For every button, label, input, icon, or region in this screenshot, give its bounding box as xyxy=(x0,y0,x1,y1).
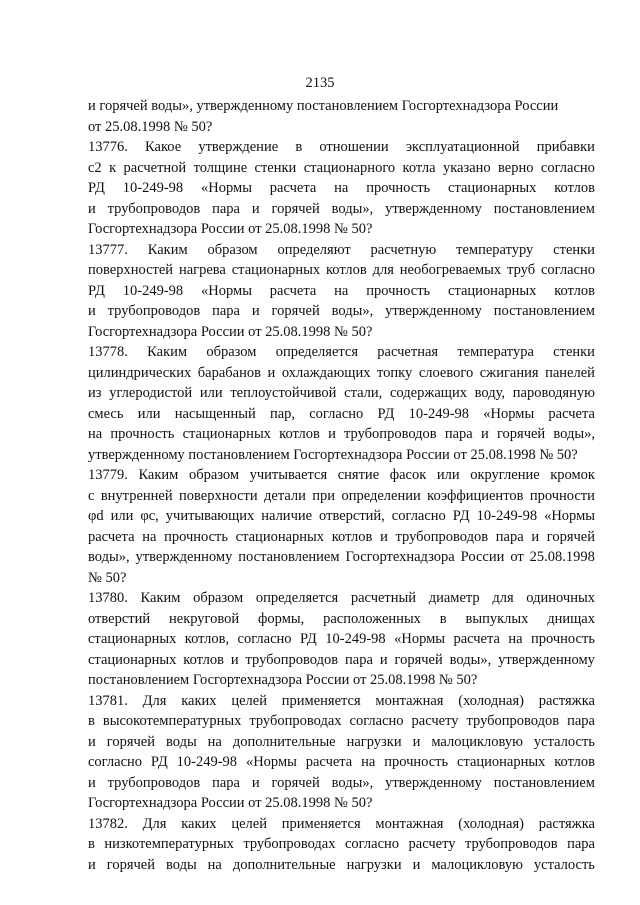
word: 13778. xyxy=(88,344,128,360)
word: трубопроводах xyxy=(243,836,336,852)
word: расчету xyxy=(411,713,459,729)
text-line xyxy=(88,301,595,322)
word: на xyxy=(207,733,222,750)
word: и xyxy=(328,426,336,442)
text-line: Госгортехнадзора России от 25.08.1998 № 50? xyxy=(88,221,373,237)
word: нагрузки xyxy=(346,733,402,750)
text-line xyxy=(88,773,595,794)
word: пара xyxy=(345,651,373,668)
text-line xyxy=(88,342,595,363)
text-line: утвержденному постановлением Госгортехнадзора России от 25.08.1998 № 50? xyxy=(88,446,578,463)
text-line xyxy=(88,199,595,220)
word: расчетный xyxy=(350,590,417,606)
word: нагрева xyxy=(178,262,226,278)
word: и xyxy=(88,856,96,873)
word: отверстий xyxy=(88,610,151,627)
word: целей xyxy=(231,815,267,832)
word: стационарных xyxy=(235,528,325,545)
word: или xyxy=(199,385,223,401)
word: «Нормы xyxy=(201,180,252,196)
word: охлаждающих xyxy=(281,364,371,381)
word: пар, xyxy=(269,405,296,422)
word: верно xyxy=(498,159,534,176)
word: котлов xyxy=(554,754,595,770)
text-line xyxy=(88,609,595,630)
text-line xyxy=(88,629,595,650)
word: 10-249-98 xyxy=(122,180,184,196)
text-line xyxy=(88,834,595,855)
word: стационарных xyxy=(88,651,177,668)
word: и xyxy=(88,200,96,217)
word: стационарных xyxy=(88,631,177,647)
word: целей xyxy=(231,692,267,709)
word: РД xyxy=(150,754,168,770)
text-line: Госгортехнадзора России от 25.08.1998 № 50? xyxy=(88,323,373,340)
word: из xyxy=(88,385,102,401)
word: расчета xyxy=(269,180,317,196)
word: внутренней xyxy=(100,487,173,504)
word: усталость xyxy=(533,733,595,750)
word: образом xyxy=(206,344,257,360)
word: котлов xyxy=(326,262,367,278)
word: и xyxy=(412,856,421,873)
word: слоевого xyxy=(418,364,474,381)
word: 13779. xyxy=(88,467,128,483)
word: в xyxy=(295,139,303,155)
word: воды», xyxy=(449,651,492,668)
word: расчета xyxy=(88,528,135,545)
text-line xyxy=(88,691,595,712)
word: котла xyxy=(402,159,436,176)
text-line xyxy=(88,650,595,671)
word: прочность xyxy=(366,180,431,196)
word: растяжка xyxy=(538,692,595,709)
word: согласно xyxy=(309,405,364,422)
word: высокотемпературных xyxy=(102,713,242,729)
word: воды xyxy=(165,856,197,873)
word: 13777. xyxy=(88,241,128,258)
word: учитывающих xyxy=(165,508,255,524)
word: горячей xyxy=(271,774,320,791)
word: труб xyxy=(507,262,536,278)
word: в xyxy=(88,836,95,852)
word: стационарных xyxy=(448,282,537,299)
word: температура xyxy=(457,344,534,360)
word: указано xyxy=(442,159,491,176)
word: при xyxy=(312,487,336,504)
word: образом xyxy=(193,590,244,606)
word: округление xyxy=(470,467,540,483)
word: прочность xyxy=(366,282,431,299)
word: расчета xyxy=(453,631,500,647)
word: и xyxy=(379,651,388,668)
word: РД xyxy=(299,631,317,647)
word: определяется xyxy=(275,344,359,360)
word: усталость xyxy=(533,856,595,873)
word: 10-249-98 xyxy=(476,508,538,524)
word: толщине xyxy=(193,159,248,176)
word: поверхностей xyxy=(88,262,174,278)
text-line xyxy=(88,814,595,835)
word: углеродистой xyxy=(109,385,193,401)
word: в xyxy=(439,610,447,627)
word: котлов, xyxy=(184,631,230,647)
word: пара xyxy=(567,836,595,852)
text-line xyxy=(88,732,595,753)
word: воды», xyxy=(331,303,374,319)
word: и xyxy=(251,774,260,791)
word: пара xyxy=(212,200,240,217)
word: коэффициентов xyxy=(427,487,524,504)
word: каких xyxy=(181,815,217,832)
word: на xyxy=(508,631,523,647)
word: и xyxy=(251,200,260,217)
word: 13780. xyxy=(88,590,128,606)
word: трубопроводов xyxy=(464,836,558,852)
text-line xyxy=(88,855,595,876)
word: Каким xyxy=(140,590,181,606)
word: пароводяную xyxy=(512,385,595,401)
word: горячей xyxy=(271,303,320,319)
word: «Нормы xyxy=(245,754,297,770)
word: трубопроводов xyxy=(466,713,560,729)
text-line: Госгортехнадзора России от 25.08.1998 № 50? xyxy=(88,795,373,811)
word: 13776. xyxy=(88,139,128,155)
word: трубопроводов xyxy=(107,303,201,319)
word: стационарного xyxy=(303,159,396,176)
word: котлов xyxy=(183,651,224,668)
word: трубопроводов xyxy=(344,426,437,442)
word: 10-249-98 xyxy=(176,754,238,770)
word: прочность xyxy=(384,754,449,770)
word: в xyxy=(88,713,95,729)
word: трубопроводов xyxy=(107,200,201,217)
word: к xyxy=(109,159,117,176)
word: постановлением xyxy=(238,549,340,565)
text-line xyxy=(88,137,595,158)
word: применяется xyxy=(281,815,361,832)
word: содержащих xyxy=(390,385,467,401)
word: монтажная xyxy=(375,815,444,832)
word: РД xyxy=(88,180,105,196)
word: стали, xyxy=(344,385,383,401)
word: стационарных xyxy=(182,426,271,442)
word: РД xyxy=(377,405,395,422)
word: и xyxy=(267,364,276,381)
word: горячей xyxy=(106,733,155,750)
word: 10-249-98 xyxy=(325,631,386,647)
word: выпуклых xyxy=(465,610,529,627)
word: и xyxy=(480,426,489,442)
word: образом xyxy=(188,467,240,483)
word: и xyxy=(88,303,96,319)
word: некруговой xyxy=(169,610,240,627)
word: Для xyxy=(142,815,167,832)
word: прибавки xyxy=(536,139,595,155)
word: цилиндрических xyxy=(88,364,192,381)
word: определяется xyxy=(255,590,339,606)
word: определении xyxy=(341,487,421,504)
word: прочности xyxy=(529,487,595,504)
word: 25.08.1998 xyxy=(529,549,595,565)
word: кромок xyxy=(550,467,595,483)
word: с2 xyxy=(88,159,102,176)
text-line xyxy=(88,527,595,548)
word: стенки xyxy=(553,241,595,258)
word: 10-249-98 xyxy=(408,405,470,422)
word: теплоустойчивой xyxy=(230,385,337,401)
word: нагрузки xyxy=(346,856,402,873)
word: котлов xyxy=(279,426,320,442)
word: «Нормы xyxy=(394,631,446,647)
word: для xyxy=(492,590,514,606)
word: на xyxy=(142,528,157,545)
word: согласно xyxy=(540,159,595,176)
word: 10-249-98 xyxy=(122,282,184,299)
text-line xyxy=(88,281,595,302)
word: РД xyxy=(88,282,105,299)
word: котлов xyxy=(331,528,373,545)
word: согласно xyxy=(88,754,143,770)
word: и xyxy=(380,528,388,545)
word: согласно xyxy=(345,836,400,852)
text-line xyxy=(88,383,595,404)
text-line xyxy=(88,240,595,261)
page-number: 2135 xyxy=(305,75,335,91)
word: формы, xyxy=(258,610,305,627)
word: постановлением xyxy=(493,774,595,791)
word: России xyxy=(460,549,505,565)
word: на xyxy=(361,754,376,770)
word: утвержденному xyxy=(385,303,482,319)
word: пара xyxy=(212,303,240,319)
text-line xyxy=(88,465,595,486)
word: сжигания xyxy=(479,364,539,381)
word: РД xyxy=(452,508,470,524)
text-line xyxy=(88,711,595,732)
word: утвержденному xyxy=(135,549,233,565)
word: «Нормы xyxy=(544,508,595,524)
word: (холодная) xyxy=(458,692,524,709)
word: дополнительные xyxy=(232,733,336,750)
word: Какое xyxy=(145,139,182,155)
word: расчету xyxy=(408,836,456,852)
word: растяжка xyxy=(538,815,595,832)
word: горячей xyxy=(106,856,155,873)
word: Госгортехнадзора xyxy=(345,549,455,565)
word: и xyxy=(531,528,540,545)
word: трубопроводах xyxy=(249,713,342,729)
word: утвержденному xyxy=(385,774,482,791)
word: горячей xyxy=(394,651,443,668)
word: расположенных xyxy=(323,610,421,627)
word: расчетную xyxy=(370,241,437,258)
word: на xyxy=(334,282,349,299)
word: Каким xyxy=(147,241,188,258)
word: на xyxy=(207,856,222,873)
word: или xyxy=(137,405,161,422)
word: расчетная xyxy=(377,344,439,360)
word: каких xyxy=(181,692,217,709)
word: пара xyxy=(567,713,595,729)
word: котлов xyxy=(554,282,595,299)
word: утверждение xyxy=(198,139,279,155)
word: трубопроводов xyxy=(395,528,489,545)
word: трубопроводов xyxy=(107,774,201,791)
word: от xyxy=(510,549,524,565)
word: образом xyxy=(207,241,258,258)
word: стационарных xyxy=(448,180,537,196)
word: детали xyxy=(264,487,306,504)
word: на xyxy=(334,180,349,196)
word: горячей xyxy=(496,426,546,442)
word: стенки xyxy=(553,344,595,360)
word: постановлением xyxy=(493,303,595,319)
word: на xyxy=(88,426,103,442)
word: панелей xyxy=(545,364,595,381)
word: и xyxy=(88,774,96,791)
word: прочность xyxy=(164,528,228,545)
word: постановлением xyxy=(493,200,595,217)
word: горячей xyxy=(546,528,595,545)
word: и xyxy=(412,733,421,750)
text-line xyxy=(88,363,595,384)
word: определяют xyxy=(277,241,351,258)
word: Каким xyxy=(138,467,179,483)
word: поверхности xyxy=(179,487,258,504)
text-line xyxy=(88,547,595,568)
word: и xyxy=(251,303,260,319)
text-line xyxy=(88,486,595,507)
word: одиночных xyxy=(526,590,595,606)
word: прочность xyxy=(110,426,175,442)
text-line xyxy=(88,178,595,199)
word: с xyxy=(88,487,95,504)
word: стационарных xyxy=(231,262,321,278)
document-body xyxy=(88,96,595,875)
word: воды», xyxy=(331,200,374,217)
word: «Нормы xyxy=(201,282,252,299)
word: смесь xyxy=(88,405,124,422)
word: утвержденному xyxy=(498,651,595,668)
word: трубопроводов xyxy=(245,651,339,668)
word: Для xyxy=(142,692,167,709)
text-line xyxy=(88,404,595,425)
word: утвержденному xyxy=(385,200,482,217)
word: прочность xyxy=(531,631,595,647)
word: отверстий, xyxy=(319,508,385,524)
word: дополнительные xyxy=(232,856,336,873)
word: φc, xyxy=(140,508,159,524)
word: монтажная xyxy=(375,692,444,709)
text-line xyxy=(88,506,595,527)
word: или xyxy=(436,467,460,483)
word: 13782. xyxy=(88,815,128,832)
word: днищах xyxy=(547,610,595,627)
word: согласно xyxy=(391,508,446,524)
word: пара xyxy=(444,426,473,442)
word: малоцикловую xyxy=(431,733,523,750)
word: низкотемпературных xyxy=(104,836,234,852)
word: воды», xyxy=(553,426,595,442)
word: эксплуатационной xyxy=(405,139,520,155)
word: фасок xyxy=(389,467,427,483)
word: «Нормы xyxy=(483,405,535,422)
text-line xyxy=(88,588,595,609)
text-line xyxy=(88,158,595,179)
text-line xyxy=(88,752,595,773)
word: согласно xyxy=(540,262,595,278)
word: необогреваемых xyxy=(399,262,502,278)
word: малоцикловую xyxy=(431,856,523,873)
word: наличие xyxy=(261,508,313,524)
word: котлов xyxy=(554,180,595,196)
word: топку xyxy=(377,364,413,381)
text-line: № 50? xyxy=(88,569,127,586)
word: воду, xyxy=(474,385,506,401)
word: согласно xyxy=(349,713,404,729)
text-line xyxy=(88,424,595,445)
word: (холодная) xyxy=(458,815,524,832)
word: согласно xyxy=(237,631,292,647)
word: Каким xyxy=(147,344,188,360)
word: стационарных xyxy=(457,754,546,770)
word: применяется xyxy=(281,692,361,709)
word: расчета xyxy=(305,754,353,770)
word: φd xyxy=(88,508,104,524)
word: и xyxy=(230,651,239,668)
word: насыщенный xyxy=(174,405,256,422)
word: и xyxy=(88,733,96,750)
word: или xyxy=(110,508,134,524)
word: горячей xyxy=(271,200,320,217)
word: пара xyxy=(495,528,524,545)
word: для xyxy=(372,262,394,278)
word: температуру xyxy=(456,241,534,258)
word: учитывается xyxy=(249,467,328,483)
text-line: от 25.08.1998 № 50? xyxy=(88,118,213,135)
word: расчета xyxy=(548,405,595,422)
word: 13781. xyxy=(88,692,128,709)
text-line: и горячей воды», утвержденному постановлением Госгортехнадзора России xyxy=(88,98,559,114)
word: воды», xyxy=(331,774,374,791)
text-line: постановлением Госгортехнадзора России от 25.08.1998 № 50? xyxy=(88,672,478,688)
word: стенки xyxy=(254,159,297,176)
word: пара xyxy=(212,774,240,791)
word: отношении xyxy=(319,139,389,155)
word: диаметр xyxy=(428,590,480,606)
word: воды xyxy=(165,733,197,750)
text-line xyxy=(88,260,595,281)
word: воды», xyxy=(88,549,130,565)
word: барабанов xyxy=(197,364,261,381)
word: снятие xyxy=(337,467,380,483)
word: расчетной xyxy=(123,159,187,176)
word: расчета xyxy=(269,282,317,299)
